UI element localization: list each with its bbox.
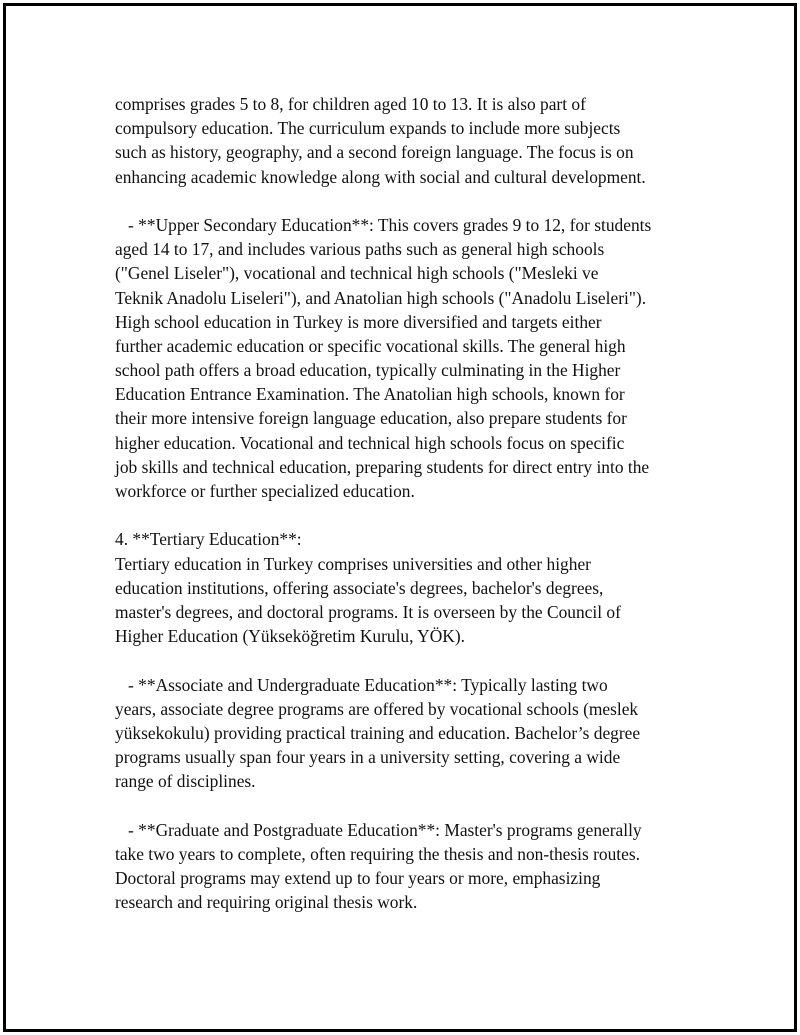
text-line: years, associate degree programs are offered by vocational schools (meslek [115,698,639,719]
text-line: further academic education or specific vocational skills. The general high [115,335,626,356]
text-line: - **Associate and Undergraduate Education**: Typically lasting two [115,674,608,695]
paragraph-upper-secondary [115,213,715,503]
text-line: take two years to complete, often requiring the thesis and non-thesis routes. [115,843,640,864]
paragraph-associate-undergraduate [115,673,715,794]
text-line: ("Genel Liseler"), vocational and technical high schools ("Mesleki ve [115,263,599,284]
text-line: aged 14 to 17, and includes various paths such as general high schools [115,239,605,260]
text-line: their more intensive foreign language education, also prepare students for [115,408,627,429]
text-line: job skills and technical education, preparing students for direct entry into the [115,456,650,477]
paragraph-spacer [115,793,715,817]
text-line: Higher Education (Yükseköğretim Kurulu, YÖK). [115,626,465,647]
text-line: master's degrees, and doctoral programs. It is overseen by the Council of [115,601,621,622]
text-line: - **Upper Secondary Education**: This covers grades 9 to 12, for students [115,214,652,235]
text-line: Tertiary education in Turkey comprises universities and other higher [115,553,591,574]
text-line: - **Graduate and Postgraduate Education**: Master's programs generally [115,819,642,840]
text-line: Teknik Anadolu Liseleri"), and Anatolian high schools ("Anadolu Liseleri"). [115,287,647,308]
document-body [115,92,715,914]
text-line: range of disciplines. [115,771,256,792]
paragraph-lower-secondary-continued [115,92,715,189]
text-line: education institutions, offering associate's degrees, bachelor's degrees, [115,577,604,598]
paragraph-graduate-postgraduate [115,818,715,915]
text-line: programs usually span four years in a university setting, covering a wide [115,747,621,768]
paragraph-spacer [115,189,715,213]
text-line: yüksekokulu) providing practical training and education. Bachelor’s degree [115,722,641,743]
text-line: higher education. Vocational and technical high schools focus on specific [115,432,625,453]
paragraph-spacer [115,648,715,672]
text-line: such as history, geography, and a second foreign language. The focus is on [115,142,634,163]
text-line: High school education in Turkey is more diversified and targets either [115,311,602,332]
section-heading: 4. **Tertiary Education**: [115,529,302,550]
text-line: Doctoral programs may extend up to four years or more, emphasizing [115,868,601,888]
paragraph-spacer [115,503,715,527]
paragraph-tertiary [115,527,715,648]
text-line: compulsory education. The curriculum expands to include more subjects [115,118,621,139]
text-line: research and requiring original thesis work. [115,892,418,913]
text-line: Education Entrance Examination. The Anatolian high schools, known for [115,384,625,405]
text-line: enhancing academic knowledge along with social and cultural development. [115,166,646,187]
text-line: comprises grades 5 to 8, for children aged 10 to 13. It is also part of [115,94,586,114]
text-line: school path offers a broad education, typically culminating in the Higher [115,360,621,381]
text-line: workforce or further specialized education. [115,481,415,501]
